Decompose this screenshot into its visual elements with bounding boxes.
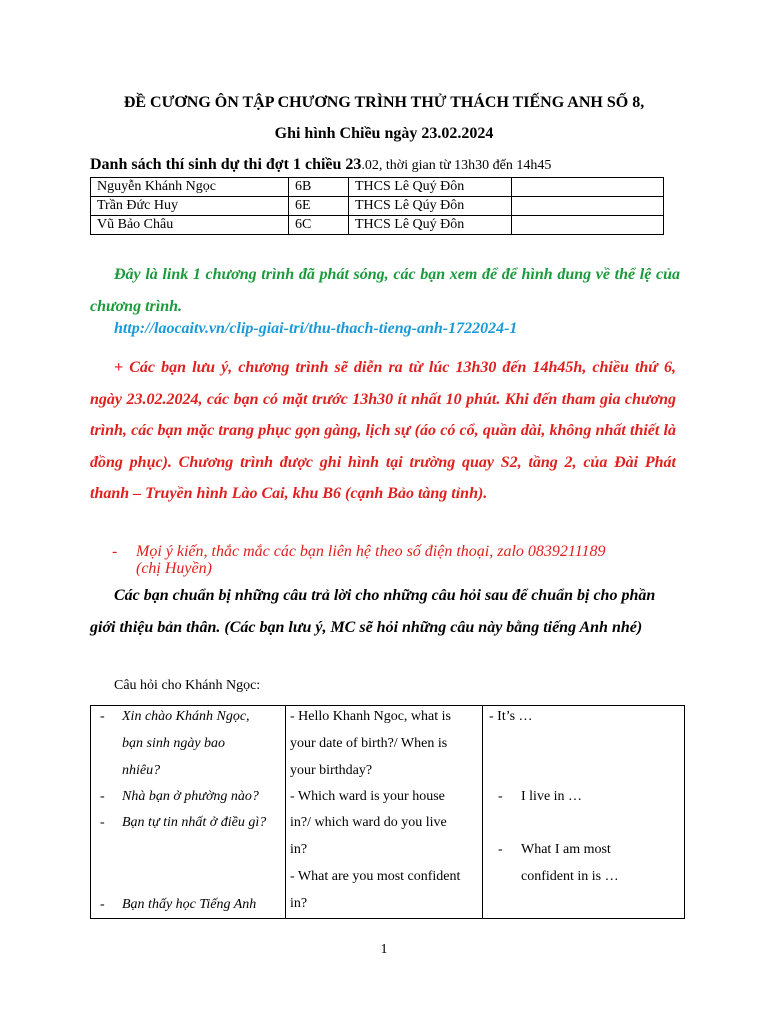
vietnamese-questions-cell (91, 706, 286, 919)
list-dash: - (100, 709, 105, 724)
contestant-class: 6C (289, 216, 349, 235)
question-en: - Hello Khanh Ngoc, what is (290, 709, 451, 724)
table-row (91, 178, 664, 197)
contestant-extra (512, 178, 664, 197)
contestant-name: Nguyễn Khánh Ngọc (91, 178, 289, 197)
english-questions-cell (286, 706, 483, 919)
contestant-table (90, 177, 664, 235)
answer-hint: - It’s … (489, 709, 533, 724)
contestant-list-heading-bold: Danh sách thí sinh dự thi đợt 1 chiều 23 (90, 156, 362, 173)
question-en: - What are you most confident (290, 869, 461, 884)
question-en: your date of birth?/ When is (290, 736, 448, 751)
answer-hint: I live in … (521, 789, 583, 804)
contestant-school: THCS Lê Quý Đôn (349, 216, 512, 235)
contestant-list-heading-time: .02, thời gian từ 13h30 đến 14h45 (361, 158, 552, 173)
answer-hint: What I am most (521, 842, 611, 857)
list-dash: - (100, 789, 105, 804)
contestant-class: 6B (289, 178, 349, 197)
questions-table (90, 705, 685, 919)
list-dash: - (100, 815, 105, 830)
contestant-name: Vũ Bảo Châu (91, 216, 289, 235)
answer-hint: confident in is … (521, 869, 619, 884)
contact-line: (chị Huyền) (136, 560, 212, 577)
video-link[interactable]: http://laocaitv.vn/clip-giai-tri/thu-thach-tieng-anh-1722024-1 (114, 320, 518, 337)
list-dash: - (100, 897, 105, 912)
contestant-list-heading (90, 156, 551, 174)
page-number: 1 (380, 942, 388, 957)
table-row (91, 706, 685, 919)
question-vi: bạn sinh ngày bao (122, 736, 226, 751)
table-row (91, 216, 664, 235)
question-en: in? (290, 896, 308, 911)
bullet-dash: - (112, 543, 118, 560)
question-en: - Which ward is your house (290, 789, 445, 804)
contestant-school: THCS Lê Quý Đôn (349, 178, 512, 197)
question-vi: Bạn thấy học Tiếng Anh (122, 897, 257, 912)
contestant-extra (512, 216, 664, 235)
contact-text (136, 543, 696, 577)
preparation-instructions: Các bạn chuẩn bị những câu trả lời cho những câu hỏi sau để chuẩn bị cho phần giới thiệu bản thân. (Các bạn lưu ý, MC sẽ hỏi những câu này bằng tiếng Anh nhé) (90, 587, 656, 636)
answer-hints-cell (483, 706, 685, 919)
contestant-name: Trần Đức Huy (91, 197, 289, 216)
schedule-notice: + Các bạn lưu ý, chương trình sẽ diễn ra từ lúc 13h30 đến 14h45h, chiều thứ 6, ngày 23.02.2024, các bạn có mặt trước 13h30 ít nhất 10 phút. Khi đến tham gia chương trình, các bạn mặc trang phục gọn gàng, lịch sự (áo có cổ, quần dài, không nhất thiết là đồng phục). Chương trình được ghi hình tại trường quay S2, tầng 2, của Đài Phát thanh – Truyền hình Lào Cai, khu B6 (cạnh Bảo tàng tỉnh). (90, 359, 676, 502)
question-vi: Xin chào Khánh Ngọc, (122, 709, 250, 724)
question-vi: Nhà bạn ở phường nào? (122, 789, 259, 804)
question-en: in? (290, 842, 308, 857)
contestant-extra (512, 197, 664, 216)
question-en: in?/ which ward do you live (290, 815, 447, 830)
question-en: your birthday? (290, 763, 373, 778)
questions-label: Câu hỏi cho Khánh Ngọc: (114, 678, 261, 693)
document-subtitle: Ghi hình Chiều ngày 23.02.2024 (274, 125, 494, 142)
contestant-class: 6E (289, 197, 349, 216)
contact-line: Mọi ý kiến, thắc mắc các bạn liên hệ theo số điện thoại, zalo 0839211189 (136, 543, 606, 560)
document-title: ĐỀ CƯƠNG ÔN TẬP CHƯƠNG TRÌNH THỬ THÁCH TIẾNG ANH SỐ 8, (123, 94, 645, 111)
video-note: Đây là link 1 chương trình đã phát sóng, các bạn xem để để hình dung về thể lệ của chương trình. (90, 266, 680, 315)
list-dash: - (498, 789, 503, 804)
question-vi: nhiêu? (122, 763, 161, 778)
list-dash: - (498, 842, 503, 857)
question-vi: Bạn tự tin nhất ở điều gì? (122, 815, 267, 830)
table-row (91, 197, 664, 216)
contestant-school: THCS Lê Qúy Đôn (349, 197, 512, 216)
